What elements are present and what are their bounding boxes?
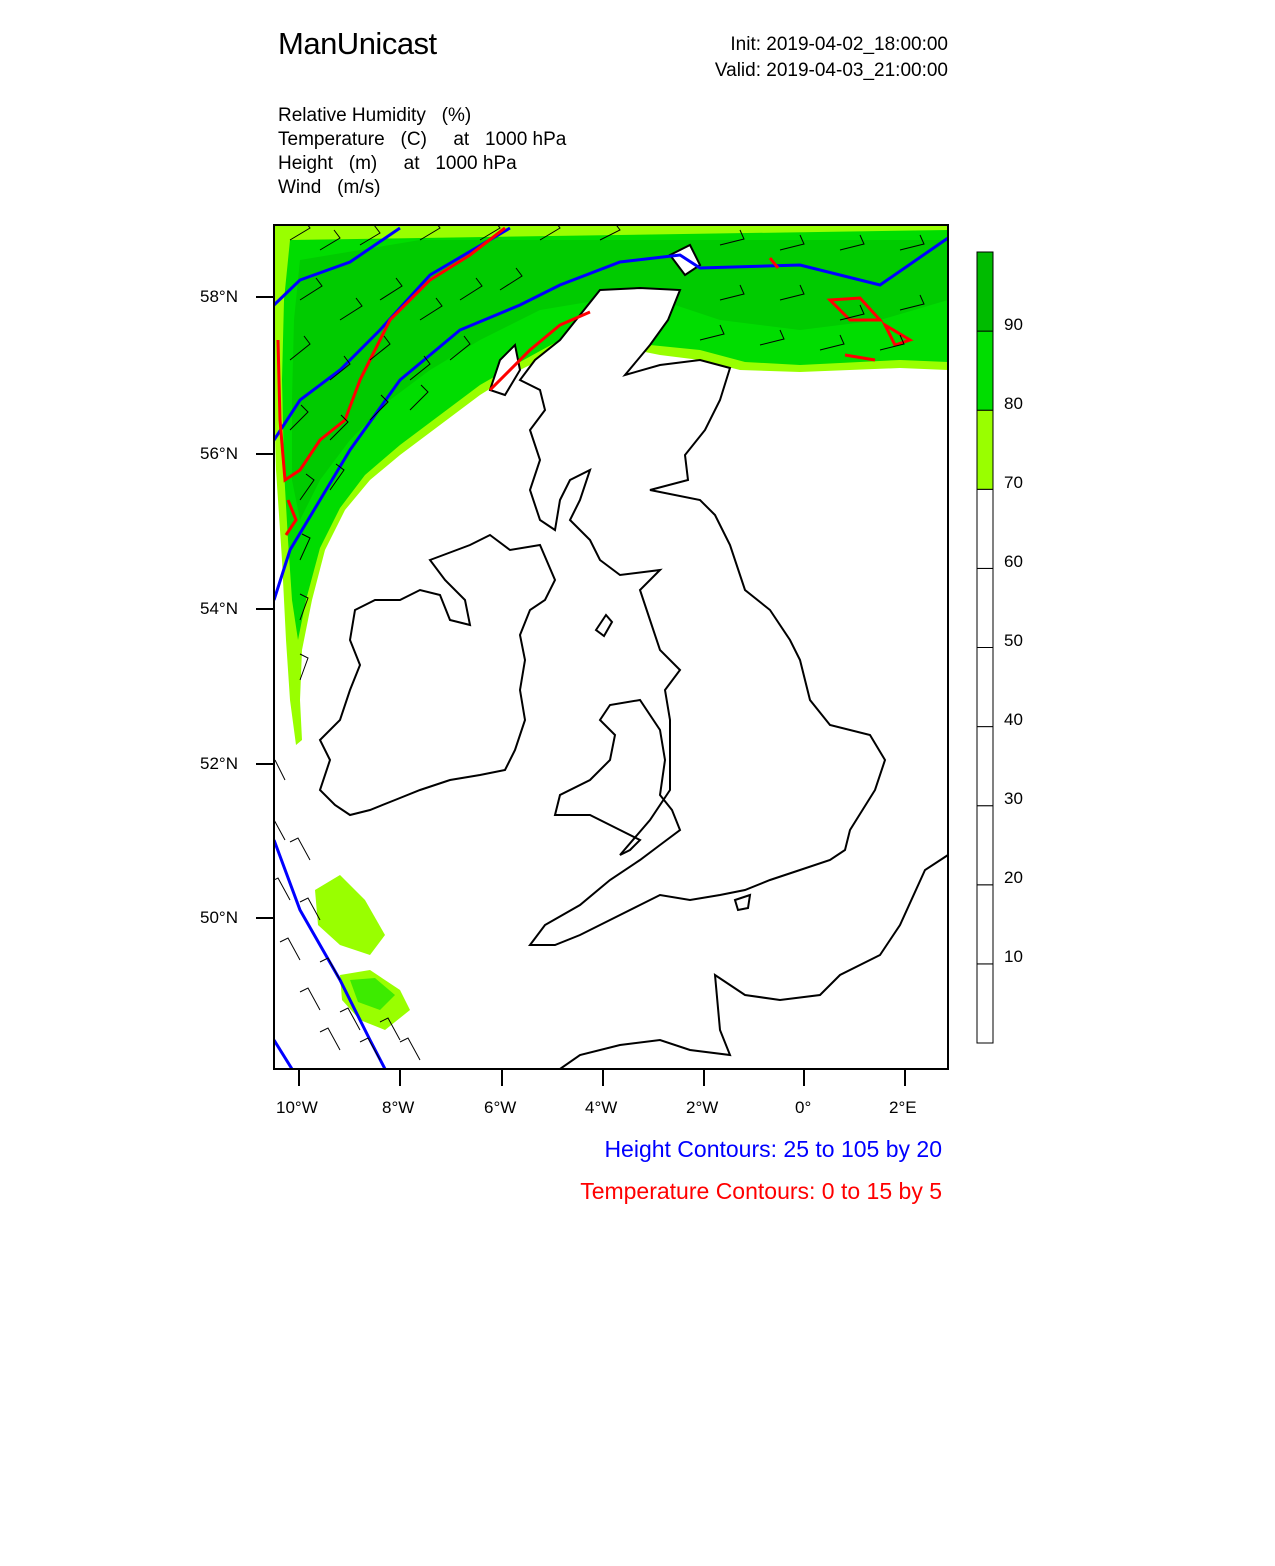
lon-label-10w: 10°W [276, 1098, 318, 1117]
map-content [265, 220, 948, 1069]
lon-label-2e: 2°E [889, 1098, 917, 1117]
colorbar-box [977, 410, 993, 489]
colorbar-label-40: 40 [1004, 710, 1023, 729]
lon-label-6w: 6°W [484, 1098, 517, 1117]
coast-great-britain [520, 288, 885, 945]
colorbar-label-30: 30 [1004, 789, 1023, 808]
lon-label-4w: 4°W [585, 1098, 618, 1117]
field-temperature: Temperature (C) at 1000 hPa [278, 129, 567, 150]
colorbar-label-70: 70 [1004, 473, 1023, 492]
colorbar-box [977, 252, 993, 331]
lat-label-50n: 50°N [200, 908, 238, 927]
lat-ticks [256, 297, 274, 918]
coast-ireland [320, 535, 555, 815]
colorbar-label-60: 60 [1004, 552, 1023, 571]
field-height: Height (m) at 1000 hPa [278, 153, 517, 174]
isle-of-man [596, 615, 612, 636]
valid-time: Valid: 2019-04-03_21:00:00 [714, 60, 948, 81]
colorbar-label-80: 80 [1004, 394, 1023, 413]
lon-label-0: 0° [795, 1098, 812, 1117]
lon-label-8w: 8°W [382, 1098, 415, 1117]
colorbar-box [977, 489, 993, 568]
height-contour-note: Height Contours: 25 to 105 by 20 [604, 1136, 942, 1162]
colorbar-label-50: 50 [1004, 631, 1023, 650]
colorbar-box [977, 885, 993, 964]
field-rh: Relative Humidity (%) [278, 105, 472, 126]
init-time: Init: 2019-04-02_18:00:00 [730, 34, 948, 55]
temperature-contour-note: Temperature Contours: 0 to 15 by 5 [580, 1178, 942, 1204]
lon-label-2w: 2°W [686, 1098, 719, 1117]
lat-label-52n: 52°N [200, 754, 238, 773]
colorbar-box [977, 964, 993, 1043]
colorbar-box [977, 806, 993, 885]
colorbar-box [977, 331, 993, 410]
isle-of-wight [735, 895, 750, 910]
colorbar-box [977, 568, 993, 647]
colorbar-box [977, 727, 993, 806]
lat-label-54n: 54°N [200, 599, 238, 618]
lat-label-56n: 56°N [200, 444, 238, 463]
lat-label-58n: 58°N [200, 287, 238, 306]
colorbar-box [977, 648, 993, 727]
colorbar-label-90: 90 [1004, 315, 1023, 334]
colorbar-label-20: 20 [1004, 868, 1023, 887]
colorbar-label-10: 10 [1004, 947, 1023, 966]
rh-patch-sw-1 [315, 875, 385, 955]
lon-ticks [299, 1069, 905, 1086]
rh-colorbar [977, 252, 993, 1043]
model-title: ManUnicast [278, 26, 437, 61]
field-wind: Wind (m/s) [278, 177, 381, 198]
